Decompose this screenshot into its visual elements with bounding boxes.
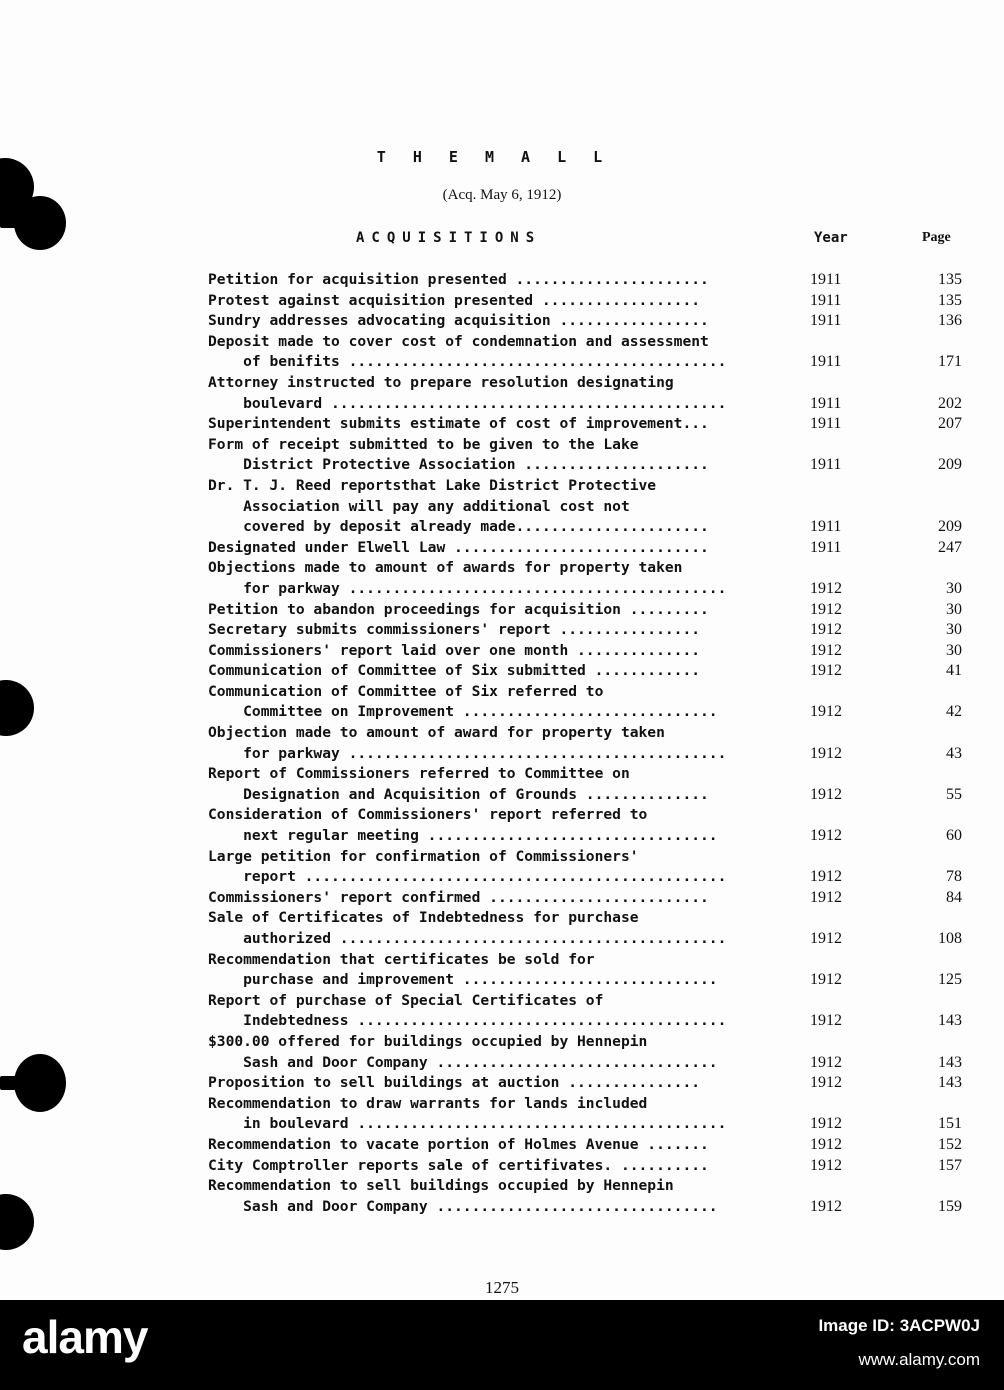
entry-page: 135 <box>938 271 962 288</box>
entry-page: 84 <box>946 888 962 906</box>
entry-line <box>208 497 968 518</box>
entry-text: for parkway ........................................... <box>208 744 727 762</box>
entry-text: purchase and improvement ............................. <box>208 971 718 989</box>
entry-text: in boulevard .......................................... <box>208 1115 727 1133</box>
entry-line <box>208 455 968 476</box>
entry-text: Recommendation that certificates be sold for <box>208 950 595 968</box>
entry-year: 1911 <box>810 518 842 536</box>
entry-line <box>208 1094 968 1115</box>
site-url: www.alamy.com <box>858 1350 980 1369</box>
entry-page: 78 <box>946 868 962 886</box>
entry-text: Communication of Committee of Six submitted ............ <box>208 662 701 680</box>
entry-line <box>208 1114 968 1135</box>
entry-line <box>208 764 968 785</box>
entry-year: 1912 <box>810 621 842 639</box>
entry-year: 1911 <box>810 271 842 288</box>
entry-line <box>208 352 968 373</box>
entry-line <box>208 435 968 456</box>
entry-line <box>208 1156 968 1177</box>
entry-page: 143 <box>938 1053 962 1071</box>
entry-year: 1912 <box>810 827 842 845</box>
entry-year: 1912 <box>810 1197 842 1215</box>
entry-year: 1911 <box>810 538 842 556</box>
section-header: ACQUISITIONS <box>356 230 542 246</box>
entry-text: Commissioners' report laid over one month .............. <box>208 641 701 659</box>
entry-page: 42 <box>946 703 962 721</box>
entry-text: Petition to abandon proceedings for acquisition ......... <box>208 600 709 618</box>
entry-line <box>208 1073 968 1094</box>
entry-year: 1912 <box>810 1012 842 1030</box>
entry-text: Secretary submits commissioners' report ................ <box>208 621 701 639</box>
page-column-header: Page <box>922 230 951 245</box>
entry-line <box>208 394 968 415</box>
entry-page: 143 <box>938 1074 962 1092</box>
entry-line <box>208 517 968 538</box>
entry-line <box>208 702 968 723</box>
entry-year: 1911 <box>810 312 842 330</box>
entry-line <box>208 1176 968 1197</box>
entry-line <box>208 311 968 332</box>
entry-text: Attorney instructed to prepare resolution designating <box>208 373 674 391</box>
entry-year: 1912 <box>810 641 842 659</box>
watermark-info <box>818 1316 980 1370</box>
entry-text: Sale of Certificates of Indebtedness for purchase <box>208 909 639 927</box>
entry-text: Sash and Door Company ................................ <box>208 1053 718 1071</box>
entry-year: 1912 <box>810 868 842 886</box>
entry-year: 1911 <box>810 415 842 433</box>
binder-hole <box>0 680 34 736</box>
entry-text: Report of purchase of Special Certificates of <box>208 991 604 1009</box>
entry-line <box>208 867 968 888</box>
entry-page: 159 <box>938 1197 962 1215</box>
entry-line <box>208 805 968 826</box>
entry-text: for parkway ........................................... <box>208 579 727 597</box>
entry-text: next regular meeting ................................. <box>208 827 718 845</box>
entry-page: 171 <box>938 353 962 371</box>
entry-line <box>208 1011 968 1032</box>
entry-year: 1912 <box>810 703 842 721</box>
entry-page: 30 <box>946 621 962 639</box>
entry-text: Association will pay any additional cost not <box>208 497 630 515</box>
entry-line <box>208 414 968 435</box>
entry-year: 1912 <box>810 1115 842 1133</box>
entry-line <box>208 332 968 353</box>
entry-page: 202 <box>938 394 962 412</box>
entry-year: 1912 <box>810 971 842 989</box>
entry-line <box>208 558 968 579</box>
image-id: Image ID: 3ACPW0J <box>818 1316 980 1335</box>
entry-year: 1911 <box>810 353 842 371</box>
document-title: T H E M A L L <box>376 148 612 166</box>
entry-text: authorized ............................................ <box>208 930 727 947</box>
entry-year: 1912 <box>810 600 842 618</box>
entry-line <box>208 888 968 909</box>
entry-text: Communication of Committee of Six referred to <box>208 682 604 700</box>
entry-year: 1912 <box>810 579 842 597</box>
entry-year: 1912 <box>810 1053 842 1071</box>
entry-text: $300.00 offered for buildings occupied by Hennepin <box>208 1032 648 1050</box>
entry-text: Committee on Improvement ............................. <box>208 703 718 721</box>
entry-text: Sundry addresses advocating acquisition ................. <box>208 312 709 330</box>
entry-page: 30 <box>946 600 962 618</box>
entry-line <box>208 600 968 621</box>
document-subtitle: (Acq. May 6, 1912) <box>442 187 562 203</box>
entry-line <box>208 373 968 394</box>
entry-year: 1912 <box>810 1156 842 1174</box>
entry-text: report ................................................ <box>208 868 727 886</box>
entry-text: of benifits ........................................... <box>208 353 727 371</box>
entry-line <box>208 991 968 1012</box>
entry-line <box>208 538 968 559</box>
entry-page: 209 <box>938 456 962 474</box>
entry-text: Objections made to amount of awards for property taken <box>208 559 683 577</box>
entry-text: Designation and Acquisition of Grounds .............. <box>208 785 709 803</box>
entry-page: 108 <box>938 930 962 947</box>
entry-text: covered by deposit already made...................... <box>208 518 709 536</box>
entry-line <box>208 970 968 991</box>
entry-text: Commissioners' report confirmed ......................... <box>208 888 709 906</box>
entry-page: 136 <box>938 312 962 330</box>
entries-list <box>208 270 968 1217</box>
watermark-logo: alamy <box>22 1311 148 1363</box>
entry-text: boulevard ............................................. <box>208 394 727 412</box>
entry-line <box>208 620 968 641</box>
entry-line <box>208 291 968 312</box>
entry-text: Report of Commissioners referred to Committee on <box>208 765 630 783</box>
binder-hole <box>0 1194 34 1250</box>
entry-page: 152 <box>938 1135 962 1153</box>
entry-text: Deposit made to cover cost of condemnation and assessment <box>208 332 709 350</box>
entry-page: 151 <box>938 1115 962 1133</box>
entry-line <box>208 641 968 662</box>
entry-text: Protest against acquisition presented .................. <box>208 291 701 309</box>
entry-line <box>208 908 968 929</box>
entry-page: 30 <box>946 579 962 597</box>
entry-text: Recommendation to sell buildings occupied by Hennepin <box>208 1177 674 1195</box>
entry-year: 1912 <box>810 785 842 803</box>
page-number: 1275 <box>485 1278 519 1297</box>
entry-line <box>208 579 968 600</box>
entry-text: Proposition to sell buildings at auction ............... <box>208 1074 701 1092</box>
entry-line <box>208 826 968 847</box>
entry-line <box>208 785 968 806</box>
entry-page: 60 <box>946 827 962 845</box>
year-column-header: Year <box>814 230 848 246</box>
entry-page: 125 <box>938 971 962 989</box>
entry-text: Superintendent submits estimate of cost of improvement... <box>208 415 709 433</box>
entry-year: 1911 <box>810 394 842 412</box>
entry-year: 1912 <box>810 1135 842 1153</box>
entry-text: City Comptroller reports sale of certifivates. .......... <box>208 1156 709 1174</box>
entry-text: Form of receipt submitted to be given to the Lake <box>208 435 639 453</box>
entry-year: 1912 <box>810 744 842 762</box>
entry-page: 41 <box>946 662 962 680</box>
entry-page: 247 <box>938 538 962 556</box>
entry-text: Dr. T. J. Reed reportsthat Lake District Protective <box>208 476 657 494</box>
entry-page: 207 <box>938 415 962 433</box>
entry-text: Objection made to amount of award for property taken <box>208 724 665 742</box>
entry-line <box>208 744 968 765</box>
entry-page: 135 <box>938 291 962 309</box>
entry-year: 1912 <box>810 930 842 947</box>
entry-page: 143 <box>938 1012 962 1030</box>
entry-text: Large petition for confirmation of Commissioners' <box>208 847 639 865</box>
entry-page: 157 <box>938 1156 962 1174</box>
entry-page: 30 <box>946 641 962 659</box>
entry-line <box>208 270 968 291</box>
entry-line <box>208 661 968 682</box>
entry-line <box>208 1032 968 1053</box>
entry-line <box>208 723 968 744</box>
entry-text: District Protective Association ..................... <box>208 456 709 474</box>
entry-year: 1911 <box>810 456 842 474</box>
entry-line <box>208 682 968 703</box>
entry-text: Petition for acquisition presented ...................... <box>208 271 709 288</box>
entry-year: 1912 <box>810 888 842 906</box>
entry-text: Recommendation to vacate portion of Holmes Avenue ....... <box>208 1135 709 1153</box>
entry-text: Sash and Door Company ................................ <box>208 1197 718 1215</box>
entry-text: Designated under Elwell Law ............................. <box>208 538 709 556</box>
binder-tab <box>0 1076 26 1090</box>
entry-line <box>208 1135 968 1156</box>
entry-text: Recommendation to draw warrants for lands included <box>208 1094 648 1112</box>
entry-year: 1912 <box>810 1074 842 1092</box>
entry-page: 209 <box>938 518 962 536</box>
entry-page: 55 <box>946 785 962 803</box>
entry-line <box>208 847 968 868</box>
entry-line <box>208 929 968 950</box>
entry-year: 1911 <box>810 291 842 309</box>
entry-line <box>208 1053 968 1074</box>
entry-line <box>208 950 968 971</box>
entry-text: Indebtedness .......................................... <box>208 1012 727 1030</box>
entry-line <box>208 476 968 497</box>
entry-year: 1912 <box>810 662 842 680</box>
entry-text: Consideration of Commissioners' report referred to <box>208 806 648 824</box>
entry-page: 43 <box>946 744 962 762</box>
binder-tab <box>0 214 26 228</box>
entry-line <box>208 1197 968 1218</box>
